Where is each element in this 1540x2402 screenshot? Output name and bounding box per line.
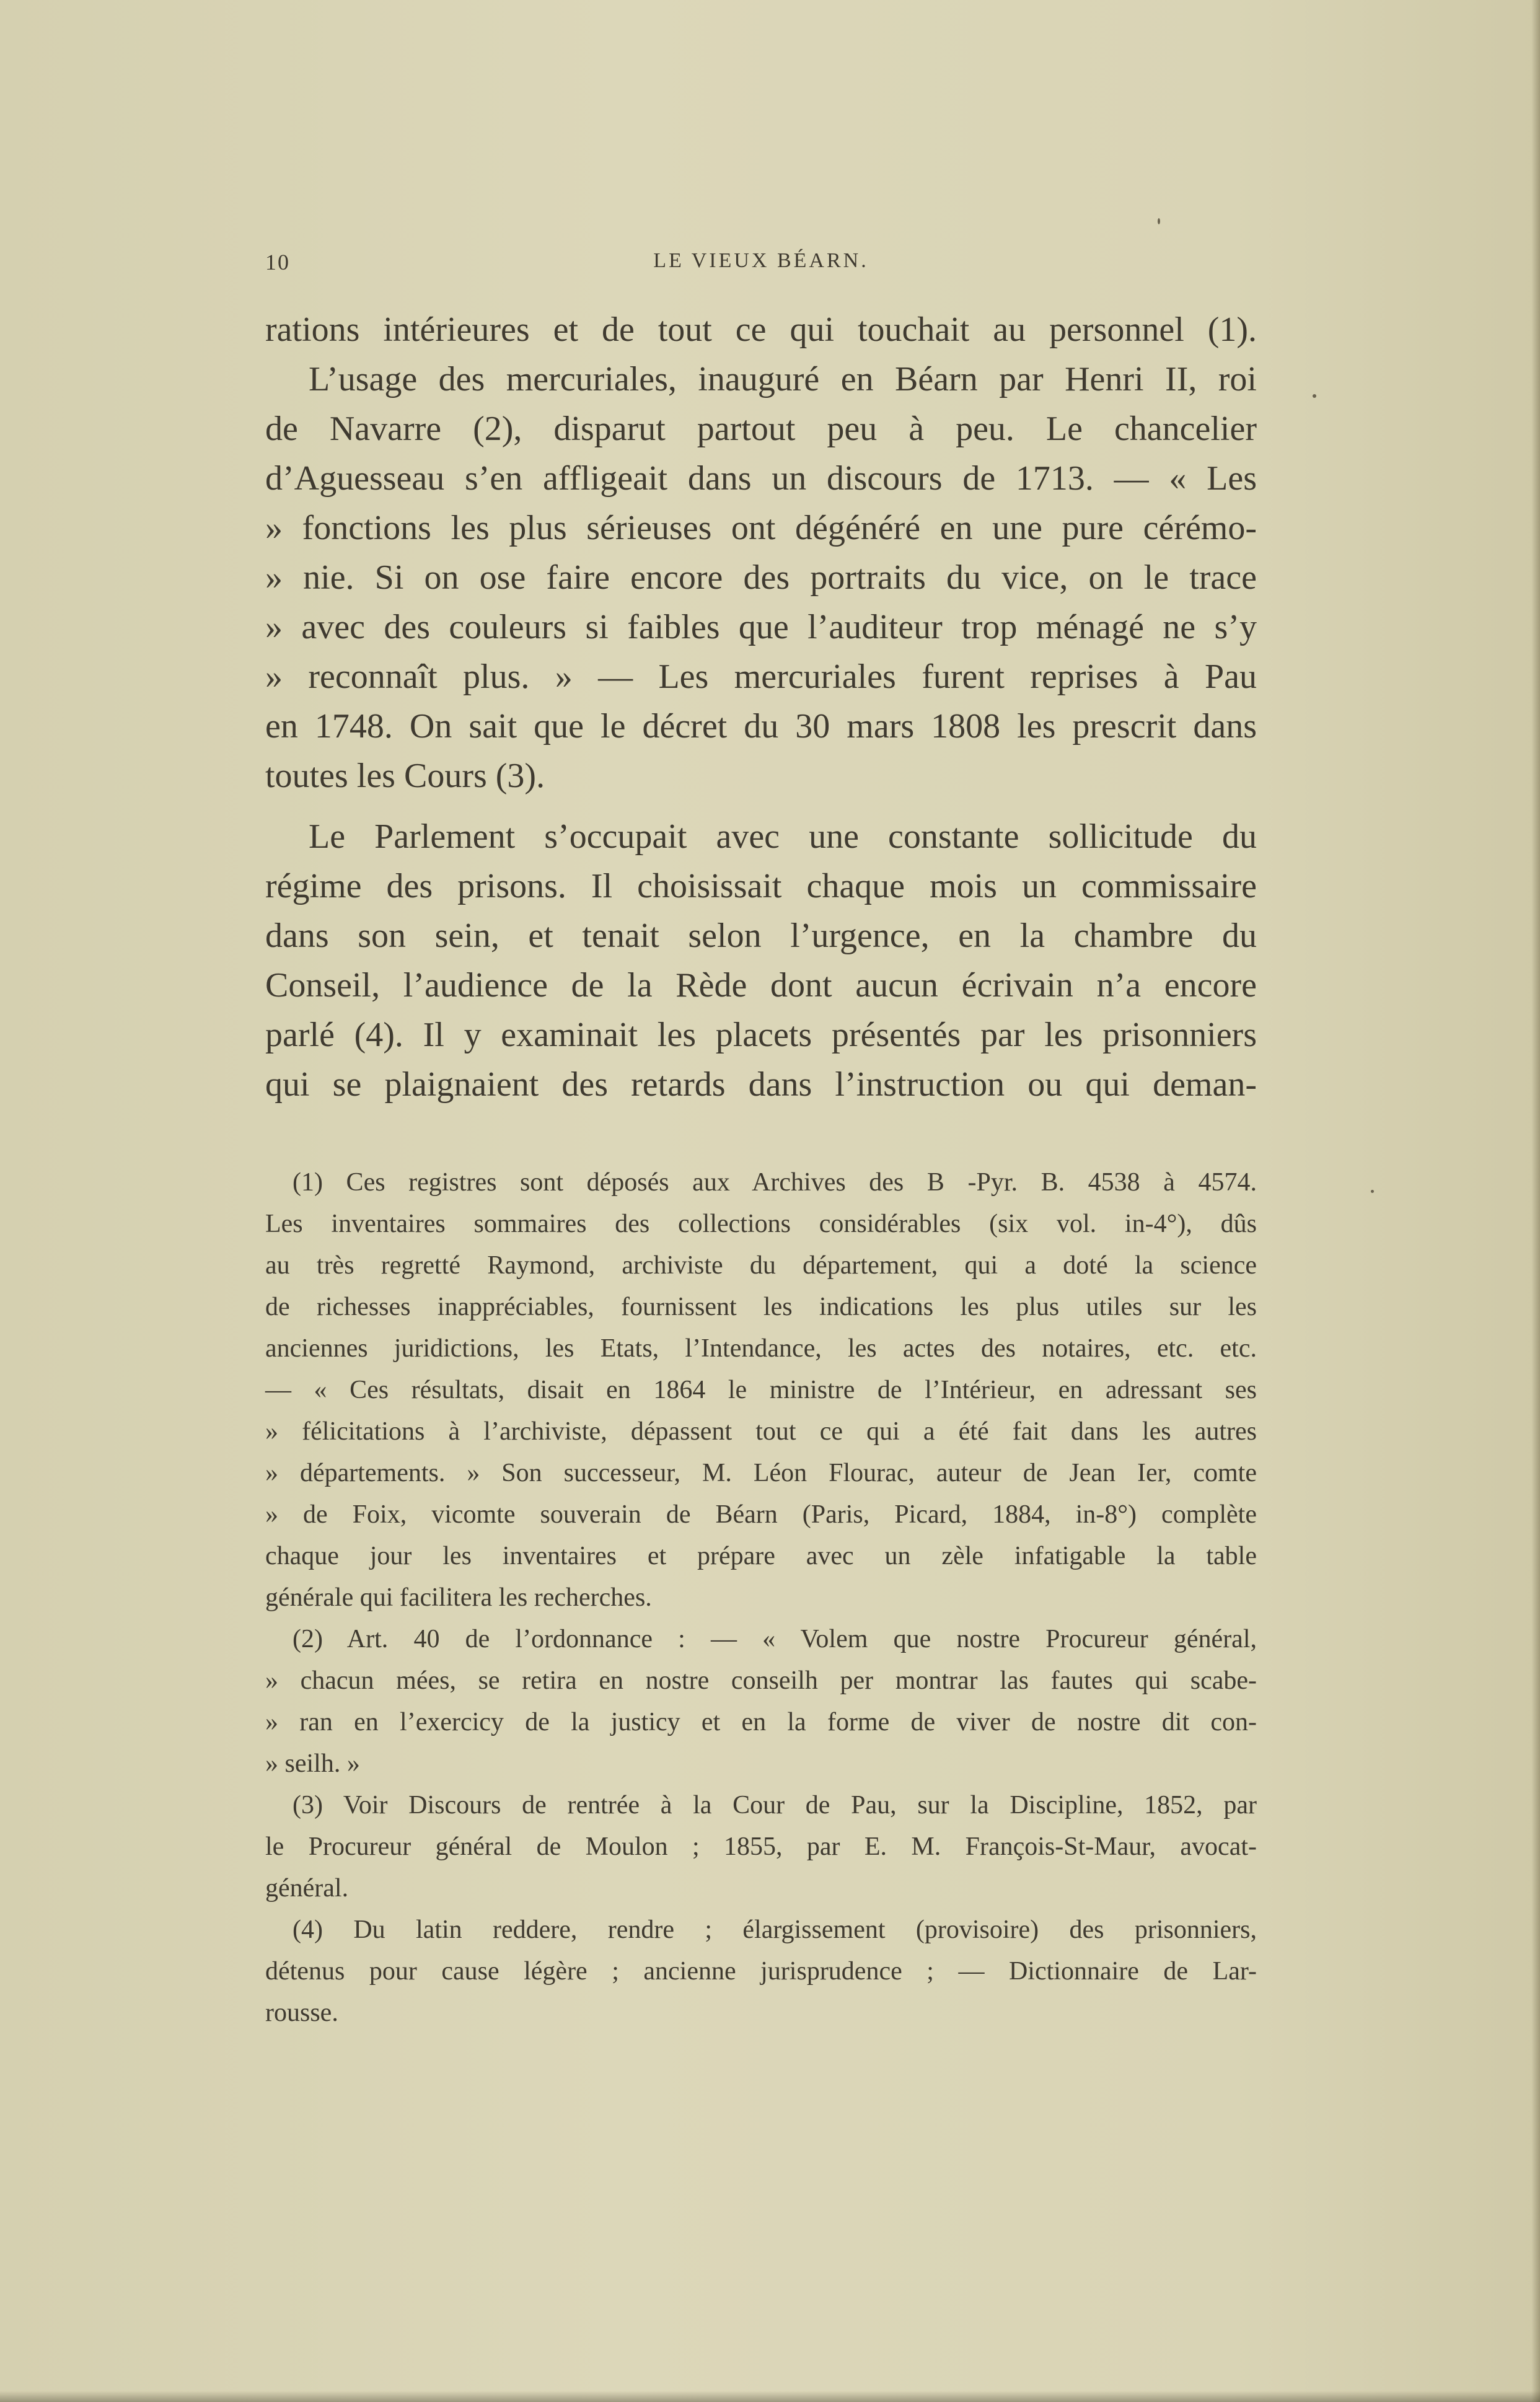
footnote-line: (1) Ces registres sont déposés aux Archives des B -Pyr. B. 4538 à 4574. [293, 1168, 1257, 1197]
body-line: » nie. Si on ose faire encore des portraits du vice, on le trace [265, 558, 1257, 597]
body-line: » fonctions les plus sérieuses ont dégénéré en une pure cérémo- [265, 509, 1257, 547]
footnotes [265, 1162, 1257, 2034]
body-line: » reconnaît plus. » — Les mercuriales furent reprises à Pau [265, 658, 1257, 696]
page-bottom-shadow [0, 2391, 1540, 2402]
body-line: d’Aguesseau s’en affligeait dans un discours de 1713. — « Les [265, 459, 1257, 498]
body-line: dans son sein, et tenait selon l’urgence, en la chambre du [265, 917, 1257, 955]
footnote-line: » chacun mées, se retira en nostre conseilh per montrar las fautes qui scabe- [265, 1666, 1257, 1695]
footnote-line: » de Foix, vicomte souverain de Béarn (Paris, Picard, 1884, in-8°) complète [265, 1500, 1257, 1529]
footnote-line: le Procureur général de Moulon ; 1855, par E. M. François-St-Maur, avocat- [265, 1832, 1257, 1861]
footnote-line: Les inventaires sommaires des collections considérables (six vol. in-4°), dûs [265, 1210, 1257, 1238]
paper-speck [1371, 1190, 1374, 1193]
footnote-line: » félicitations à l’archiviste, dépassent tout ce qui a été fait dans les autres [265, 1417, 1257, 1446]
body-line: » avec des couleurs si faibles que l’auditeur trop ménagé ne s’y [265, 608, 1257, 646]
body-line: rations intérieures et de tout ce qui touchait au personnel (1). [265, 310, 1257, 349]
footnote-line: détenus pour cause légère ; ancienne jurisprudence ; — Dictionnaire de Lar- [265, 1957, 1257, 1986]
body-line: toutes les Cours (3). [265, 757, 545, 795]
footnote-line: de richesses inappréciables, fournissent les indications les plus utiles sur les [265, 1293, 1257, 1321]
footnote-line: » seilh. » [265, 1749, 360, 1778]
running-title: LE VIEUX BÉARN. [653, 249, 869, 272]
body-line: qui se plaignaient des retards dans l’instruction ou qui deman- [265, 1065, 1257, 1104]
footnote-line: (4) Du latin reddere, rendre ; élargissement (provisoire) des prisonniers, [293, 1916, 1257, 1944]
paragraph-gap [265, 801, 1257, 812]
page-header [265, 249, 1257, 284]
footnote-line: anciennes juridictions, les Etats, l’Intendance, les actes des notaires, etc. etc. [265, 1334, 1257, 1363]
footnote-line: générale qui facilitera les recherches. [265, 1583, 652, 1612]
footnote-line: rousse. [265, 1999, 338, 2027]
body-line: parlé (4). Il y examinait les placets présentés par les prisonniers [265, 1016, 1257, 1054]
body-line: Conseil, l’audience de la Rède dont aucun écrivain n’a encore [265, 966, 1257, 1005]
page-edge-shadow [1531, 0, 1540, 2402]
footnote-line: (3) Voir Discours de rentrée à la Cour de Pau, sur la Discipline, 1852, par [293, 1791, 1257, 1819]
footnote-line: » départements. » Son successeur, M. Léon Flourac, auteur de Jean Ier, comte [265, 1459, 1257, 1487]
body-line: L’usage des mercuriales, inauguré en Béarn par Henri II, roi [309, 360, 1257, 398]
footnote-line: au très regretté Raymond, archiviste du département, qui a doté la science [265, 1251, 1257, 1280]
footnote-line: — « Ces résultats, disait en 1864 le ministre de l’Intérieur, en adressant ses [265, 1376, 1257, 1404]
paper-speck [1313, 394, 1316, 398]
body-text [265, 305, 1257, 1109]
body-line: de Navarre (2), disparut partout peu à peu. Le chancelier [265, 410, 1257, 448]
body-line: Le Parlement s’occupait avec une constante sollicitude du [309, 817, 1257, 856]
body-line: régime des prisons. Il choisissait chaque mois un commissaire [265, 867, 1257, 905]
body-line: en 1748. On sait que le décret du 30 mars 1808 les prescrit dans [265, 707, 1257, 746]
footnote-line: général. [265, 1874, 349, 1903]
paper-speck [1158, 218, 1160, 224]
footnote-line: (2) Art. 40 de l’ordonnance : — « Volem que nostre Procureur général, [293, 1625, 1257, 1653]
footnote-line: » ran en l’exercicy de la justicy et en la forme de viver de nostre dit con- [265, 1708, 1257, 1736]
page-number: 10 [265, 250, 290, 275]
footnote-line: chaque jour les inventaires et prépare avec un zèle infatigable la table [265, 1542, 1257, 1570]
